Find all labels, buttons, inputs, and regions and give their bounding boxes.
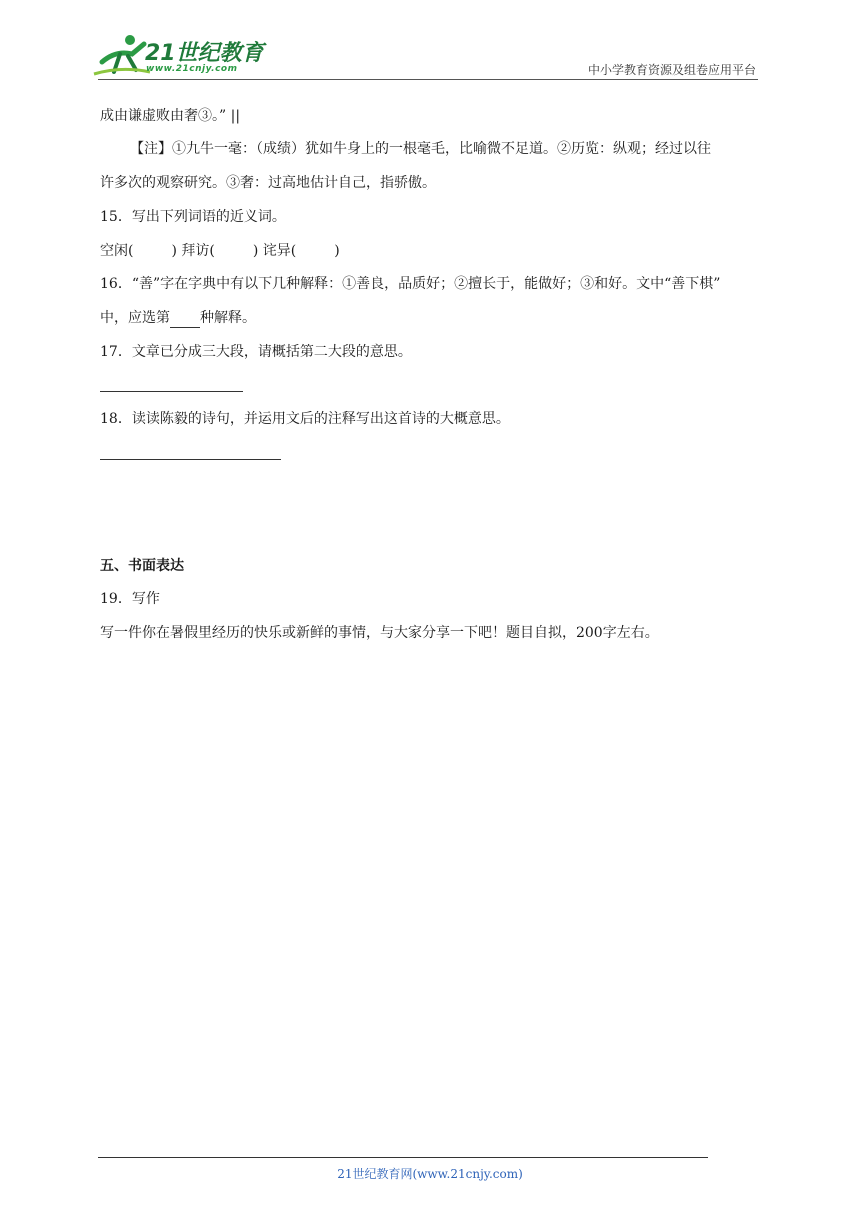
header-divider: [98, 79, 758, 80]
q15-word-3: ) 诧异(: [252, 243, 297, 259]
logo-url-text: www.21cnjy.com: [146, 64, 238, 74]
poem-continuation: 成由谦虚败由奢③。” ||: [100, 108, 241, 124]
question-18: 18．读读陈毅的诗句，并运用文后的注释写出这首诗的大概意思。: [100, 411, 510, 427]
question-16-line-2: [100, 308, 256, 328]
q15-word-1: 空闲(: [100, 243, 134, 259]
site-tagline: 中小学教育资源及组卷应用平台: [587, 63, 756, 77]
footer-text[interactable]: 21世纪教育网(www.21cnjy.com): [337, 1167, 523, 1181]
question-19: 19．写作: [100, 591, 160, 607]
answer-blank[interactable]: [170, 313, 200, 328]
q16-text-a: 中，应选第: [100, 310, 170, 326]
section-5-title: 五、书面表达: [100, 558, 184, 574]
logo-brand-text: 21世纪教育: [145, 41, 264, 66]
runner-logo-icon: [92, 32, 152, 78]
question-17: 17．文章已分成三大段，请概括第二大段的意思。: [100, 344, 412, 360]
q15-close: ): [334, 243, 340, 259]
answer-line-17[interactable]: [100, 391, 243, 392]
note-line-1: 【注】①九牛一毫：（成绩）犹如牛身上的一根毫毛，比喻微不足道。②历览：纵观；经过以往: [130, 141, 711, 157]
question-15: 15．写出下列词语的近义词。: [100, 209, 286, 225]
question-16-line-1: 16．“善”字在字典中有以下几种解释：①善良，品质好；②擅长于，能做好；③和好。文中“善下棋”: [100, 276, 721, 292]
footer-divider: [98, 1157, 708, 1158]
note-line-2: 许多次的观察研究。③奢：过高地估计自己，指骄傲。: [100, 175, 436, 191]
answer-line-18[interactable]: [100, 459, 281, 460]
question-19-prompt: 写一件你在暑假里经历的快乐或新鲜的事情，与大家分享一下吧！题目自拟，200字左右。: [100, 625, 659, 641]
q16-text-b: 种解释。: [200, 310, 256, 326]
question-15-answers: [100, 241, 340, 261]
q15-word-2: ) 拜访(: [171, 243, 215, 259]
